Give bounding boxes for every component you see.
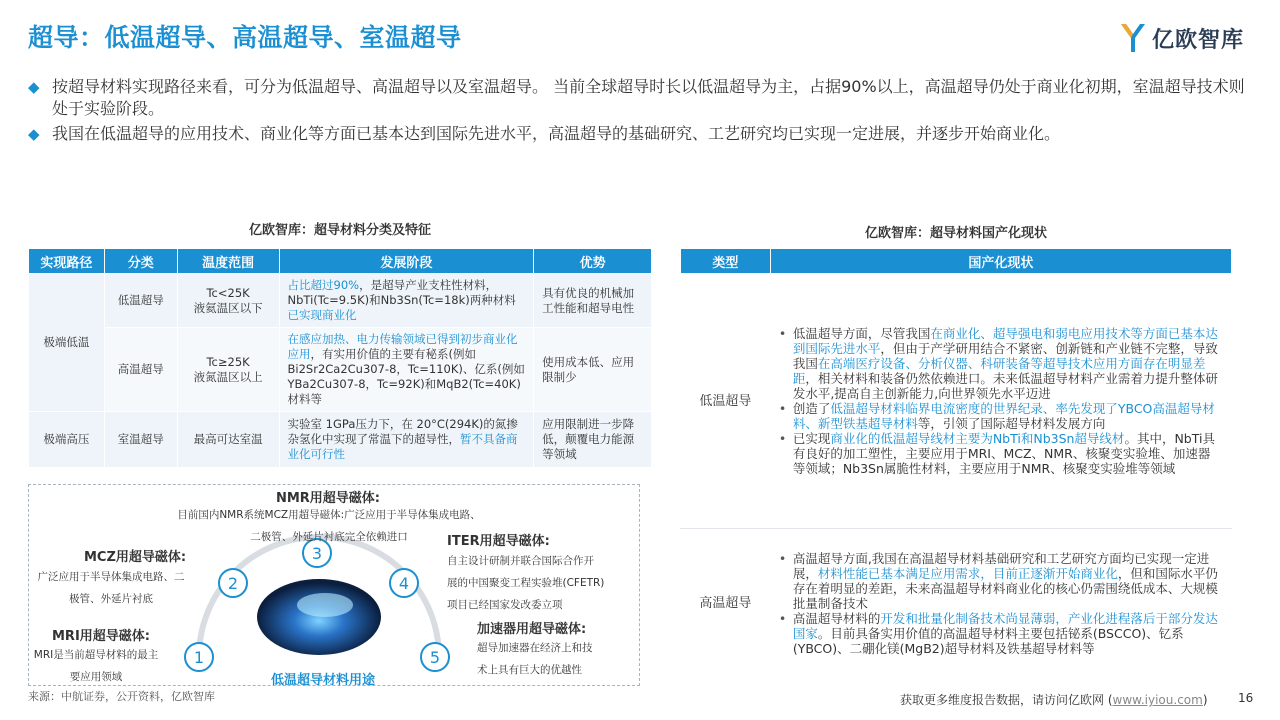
stage-cell: 实验室 1GPa压力下，在 20°C(294K)的氮掺杂氢化中实现了常温下的超导性，暂不具备商业化可行性 [279,412,534,468]
node-heading: 加速器用超导磁体: [477,622,587,637]
list-item: • 创造了低温超导材料临界电流密度的世界纪录、率先发现了YBCO高温超导材料、新型铁基超导材料等，引领了国际超导材料发展方向 [775,401,1219,431]
table-row [29,412,652,468]
stage-cell: 在感应加热、电力传输领域已得到初步商业化应用，有实用价值的主要有秘系(例如Bi2Sr2Ca2Cu307-8，Tc=110K)、亿系(例如YBa2Cu307-8，Tc=92K)和MqB2(Tc=40K)材料等 [279,328,534,412]
list-item: • 已实现商业化的低温超导线材主要为NbTi和Nb3Sn超导线材。其中，NbTi具有良好的加工塑性，主要应用于MRI、MCZ、NMR、核聚变实验堆、加速器等领域；Nb3Sn属脆性材料，主要应用于NMR、核聚变实验堆等领域 [775,431,1219,476]
footer-more [900,691,1208,708]
right-table-title: 亿欧智库：超导材料国产化现状 [864,226,1047,241]
bullet-text: 按超导材料实现路径来看，可分为低温超导、高温超导以及室温超导。 当前全球超导时长以低温超导为主，占据90%以上，高温超导仍处于商业化初期，室温超导技术则处于实验阶段。 [52,77,1245,118]
col-header: 实现路径 [29,249,105,274]
node-circle-3: 3 [302,538,332,568]
list-item: • 高温超导材料的开发和批量化制备技术尚显薄弱，产业化进程落后于部分发达国家。目前具备实用价值的高温超导材料主要包括铋系(BSCCO)、钇系(YBCO)、二硼化镁(MgB2)超导材料及铁基超导材料等 [775,611,1219,656]
bullet-text: 我国在低温超导的应用技术、商业化等方面已基本达到国际先进水平，高温超导的基础研究、工艺研究均已实现一定进展，并逐步开始商业化。 [52,124,1061,143]
footer-text: ) [1202,693,1208,707]
node-text: 超导加速器在经济上和技 术上具有巨大的优越性 [477,642,593,676]
summary-bullets [28,76,1260,148]
table-row [681,274,1232,529]
left-table-title: 亿欧智库：超导材料分类及特征 [248,223,431,238]
type-cell: 高温超导 [681,529,771,679]
node-circle-4: 4 [389,568,419,598]
node-text: 广泛应用于半导体集成电路、二 极管、外延片衬底 [37,571,185,605]
category-cell: 室温超导 [104,412,177,468]
page-number: 16 [1238,691,1254,705]
page-title: 超导：低温超导、高温超导、室温超导 [28,23,462,52]
status-cell [770,274,1231,529]
usage-diagram [28,484,640,686]
type-cell: 低温超导 [681,274,771,529]
advantage-cell: 具有优良的机械加工性能和超导电性 [534,274,652,328]
node-text: 自主设计研制并联合国际合作开 展的中国聚变工程实验堆(CFETR) 项目已经国家发改委立项 [447,555,605,611]
summary-bullet [28,76,1260,120]
website-link[interactable]: www.iyiou.com [1112,693,1203,707]
col-header: 温度范围 [177,249,279,274]
table-header-row [681,249,1232,274]
logo-text: 亿欧智库 [1152,27,1245,53]
node-circle-5: 5 [420,642,450,672]
node-heading: NMR用超导磁体: [275,491,381,506]
col-header: 分类 [104,249,177,274]
node-circle-2: 2 [218,568,248,598]
node-text: 目前国内NMR系统MCZ用超导磁体:广泛应用于半导体集成电路、 二极管、外延片衬底完全依赖进口 [177,509,481,543]
source-note: 来源：中航证券，公开资料，亿欧智库 [28,690,215,703]
summary-bullet [28,123,1260,145]
temp-cell: Tc<25K 液氦温区以下 [177,274,279,328]
node-heading: ITER用超导磁体: [447,534,550,549]
table-row [29,274,652,328]
temp-cell: Tc≥25K 液氮温区以上 [177,328,279,412]
stage-cell: 占比超过90%，是超导产业支柱性材料，NbTi(Tc=9.5K)和Nb3Sn(Tc=18k)两种材料已实现商业化 [279,274,534,328]
localization-table [680,248,1232,679]
diamond-icon: ◆ [28,125,40,143]
path-cell: 极端低温 [29,274,105,412]
col-header: 类型 [681,249,771,274]
node-circle-1: 1 [184,642,214,672]
list-item: • 低温超导方面，尽管我国在商业化、超导强电和弱电应用技术等方面已基本达到国际先进水平，但由于产学研用结合不紧密、创新链和产业链不完整，导致我国在高端医疗设备、分析仪器、科研装备等超导技术应用方面存在明显差距，相关材料和装备仍然依赖进口。未来低温超导材料产业需着力提升整体研发水平,提高自主创新能力,向世界领先水平迈进 [775,326,1219,401]
col-header: 发展阶段 [279,249,534,274]
footer-text: 获取更多维度报告数据，请访问亿欧网 ( [900,693,1113,707]
logo [1118,18,1244,58]
node-heading: MCZ用超导磁体: [84,550,187,565]
node-heading: MRI用超导磁体: [52,629,150,644]
path-cell: 极端高压 [29,412,105,468]
classification-table [28,248,652,468]
advantage-cell: 应用限制进一步降低，颠覆电力能源等领域 [534,412,652,468]
table-row [681,529,1232,679]
advantage-cell: 使用成本低、应用限制少 [534,328,652,412]
category-cell: 高温超导 [104,328,177,412]
diamond-icon: ◆ [28,78,40,96]
node-text: MRI是当前超导材料的最主 要应用领域 [33,649,159,683]
status-cell [770,529,1231,679]
col-header: 优势 [534,249,652,274]
logo-mark-icon [1118,21,1148,55]
temp-cell: 最高可达室温 [177,412,279,468]
center-label: 低温超导材料用途 [270,673,375,688]
table-header-row [29,249,652,274]
col-header: 国产化现状 [770,249,1231,274]
category-cell: 低温超导 [104,274,177,328]
list-item: • 高温超导方面,我国在高温超导材料基础研究和工艺研究方面均已实现一定进展，材料性能已基本满足应用需求，目前正逐渐开始商业化，但和国际水平仍存在着明显的差距，未来高温超导材料商业化的核心仍需围绕低成本、大规模批量制备技术 [775,551,1219,611]
table-row [29,328,652,412]
